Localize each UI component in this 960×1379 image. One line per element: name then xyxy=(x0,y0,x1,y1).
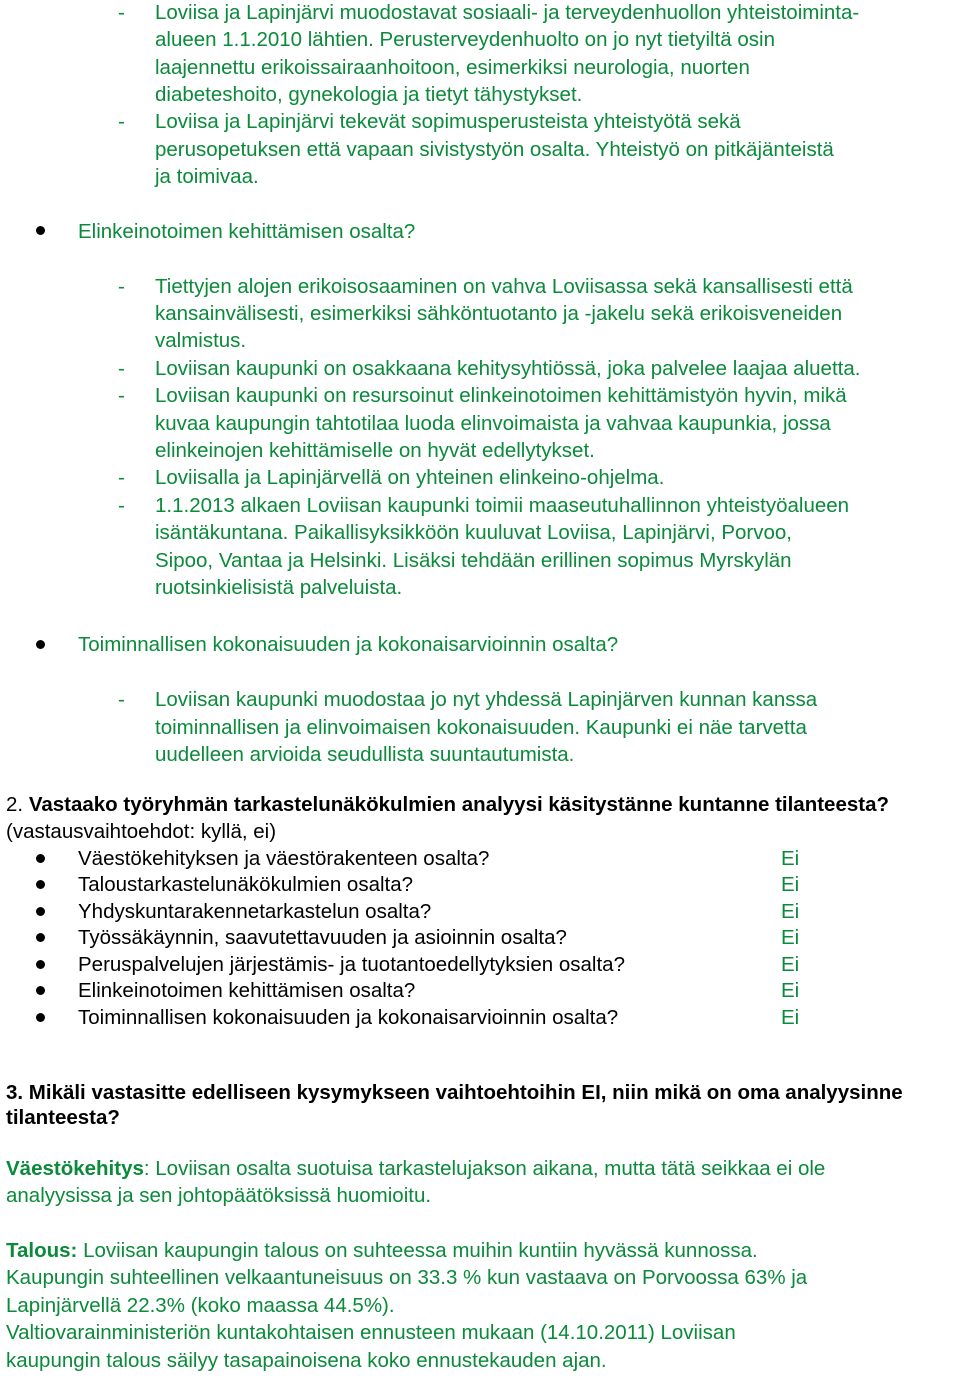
bullet-dot-icon xyxy=(36,986,45,995)
answer-label: Väestökehityksen ja väestörakenteen osalta? xyxy=(78,847,490,870)
bullet-dot-icon xyxy=(36,226,45,235)
answer-value: Ei xyxy=(781,926,800,949)
answer-label: Taloustarkastelunäkökulmien osalta? xyxy=(78,873,414,896)
list-line: 1.1.2013 alkaen Loviisan kaupunki toimii maaseutuhallinnon yhteistyöalueen xyxy=(155,494,850,517)
question-2-heading xyxy=(6,791,889,818)
list-line: kansainvälisesti, esimerkiksi sähköntuotanto ja -jakelu sekä erikoisveneiden xyxy=(155,302,843,325)
list-line: toiminnallisen ja elinvoimaisen kokonaisuuden. Kaupunki ei näe tarvetta xyxy=(155,716,807,739)
answer-label: Työssäkäynnin, saavutettavuuden ja asioinnin osalta? xyxy=(78,926,567,949)
answer-value: Ei xyxy=(781,1006,800,1029)
bullet-dot-icon xyxy=(36,933,45,942)
answer-text: kaupungin talous säilyy tasapainoisena koko ennustekauden ajan. xyxy=(6,1349,607,1372)
list-line: kuvaa kaupungin tahtotilaa luoda elinvoimaista ja vahvaa kaupunkia, jossa xyxy=(155,412,831,435)
bullet-dot-icon xyxy=(36,960,45,969)
question-3-line: 3. Mikäli vastasitte edelliseen kysymykseen vaihtoehtoihin EI, niin mikä on oma analyysinne xyxy=(6,1081,903,1104)
list-line: ja toimivaa. xyxy=(155,165,259,188)
answer-text: Loviisan kaupungin talous on suhteessa muihin kuntiin hyvässä kunnossa. xyxy=(77,1239,758,1262)
answer-text: Lapinjärvellä 22.3% (koko maassa 44.5%). xyxy=(6,1294,395,1317)
dash-marker: - xyxy=(118,1,125,24)
answer-text: Kaupungin suhteellinen velkaantuneisuus on 33.3 % kun vastaava on Porvoossa 63% ja xyxy=(6,1266,808,1289)
answer-text: analyysissa ja sen johtopäätöksissä huomioitu. xyxy=(6,1184,432,1207)
answer-value: Ei xyxy=(781,847,800,870)
list-line: Loviisan kaupunki muodostaa jo nyt yhdessä Lapinjärven kunnan kanssa xyxy=(155,688,818,711)
list-line: Loviisan kaupunki on osakkaana kehitysyhtiössä, joka palvelee laajaa aluetta. xyxy=(155,357,861,380)
dash-marker: - xyxy=(118,110,125,133)
list-line: perusopetuksen että vapaan sivistystyön osalta. Yhteistyö on pitkäjänteistä xyxy=(155,138,834,161)
bullet-dot-icon xyxy=(36,907,45,916)
answer-paragraph-line xyxy=(6,1237,758,1264)
list-line: Tiettyjen alojen erikoisosaaminen on vahva Loviisassa sekä kansallisesti että xyxy=(155,275,853,298)
answer-label: Elinkeinotoimen kehittämisen osalta? xyxy=(78,979,416,1002)
bullet-dot-icon xyxy=(36,854,45,863)
vaestokehitys-label: Väestökehitys xyxy=(6,1157,144,1180)
list-line: uudelleen arvioida seudullista suuntautumista. xyxy=(155,743,575,766)
options-note: (vastausvaihtoehdot: kyllä, ei) xyxy=(6,820,277,843)
answer-value: Ei xyxy=(781,953,800,976)
bullet-dot-icon xyxy=(36,640,45,649)
answer-label: Yhdyskuntarakennetarkastelun osalta? xyxy=(78,900,432,923)
talous-label: Talous: xyxy=(6,1239,78,1262)
dash-marker: - xyxy=(118,688,125,711)
list-line: ruotsinkielisistä palveluista. xyxy=(155,576,403,599)
bullet-dot-icon xyxy=(36,1013,45,1022)
answer-value: Ei xyxy=(781,900,800,923)
dash-marker: - xyxy=(118,494,125,517)
list-line: valmistus. xyxy=(155,329,247,352)
list-line: isäntäkuntana. Paikallisyksikköön kuuluvat Loviisa, Lapinjärvi, Porvoo, xyxy=(155,521,792,544)
list-line: Loviisalla ja Lapinjärvellä on yhteinen elinkeino-ohjelma. xyxy=(155,466,665,489)
list-line: elinkeinojen kehittämiselle on hyvät edellytykset. xyxy=(155,439,595,462)
answer-value: Ei xyxy=(781,979,800,1002)
question-number: 2. xyxy=(6,793,24,816)
dash-marker: - xyxy=(118,275,125,298)
answer-paragraph-line xyxy=(6,1155,825,1182)
bullet-dot-icon xyxy=(36,880,45,889)
dash-marker: - xyxy=(118,357,125,380)
question-text: Vastaako työryhmän tarkastelunäkökulmien analyysi käsitystänne kuntanne tilanteesta? xyxy=(28,793,890,816)
bullet-heading: Elinkeinotoimen kehittämisen osalta? xyxy=(78,220,416,243)
dash-marker: - xyxy=(118,466,125,489)
list-line: alueen 1.1.2010 lähtien. Perusterveydenhuolto on jo nyt tietyiltä osin xyxy=(155,28,775,51)
answer-value: Ei xyxy=(781,873,800,896)
answer-text: : Loviisan osalta suotuisa tarkastelujakson aikana, mutta tätä seikkaa ei ole xyxy=(143,1157,826,1180)
list-line: Loviisa ja Lapinjärvi muodostavat sosiaali- ja terveydenhuollon yhteistoiminta- xyxy=(155,1,860,24)
answer-text: Valtiovarainministeriön kuntakohtaisen ennusteen mukaan (14.10.2011) Loviisan xyxy=(6,1321,736,1344)
list-line: diabeteshoito, gynekologia ja tietyt tähystykset. xyxy=(155,83,583,106)
bullet-heading: Toiminnallisen kokonaisuuden ja kokonaisarvioinnin osalta? xyxy=(78,633,619,656)
answer-label: Toiminnallisen kokonaisuuden ja kokonaisarvioinnin osalta? xyxy=(78,1006,619,1029)
question-3-line: tilanteesta? xyxy=(6,1106,120,1129)
dash-marker: - xyxy=(118,384,125,407)
list-line: Sipoo, Vantaa ja Helsinki. Lisäksi tehdään erillinen sopimus Myrskylän xyxy=(155,549,792,572)
list-line: Loviisan kaupunki on resursoinut elinkeinotoimen kehittämistyön hyvin, mikä xyxy=(155,384,847,407)
list-line: laajennettu erikoissairaanhoitoon, esimerkiksi neurologia, nuorten xyxy=(155,56,750,79)
list-line: Loviisa ja Lapinjärvi tekevät sopimusperusteista yhteistyötä sekä xyxy=(155,110,741,133)
answer-label: Peruspalvelujen järjestämis- ja tuotantoedellytyksien osalta? xyxy=(78,953,625,976)
